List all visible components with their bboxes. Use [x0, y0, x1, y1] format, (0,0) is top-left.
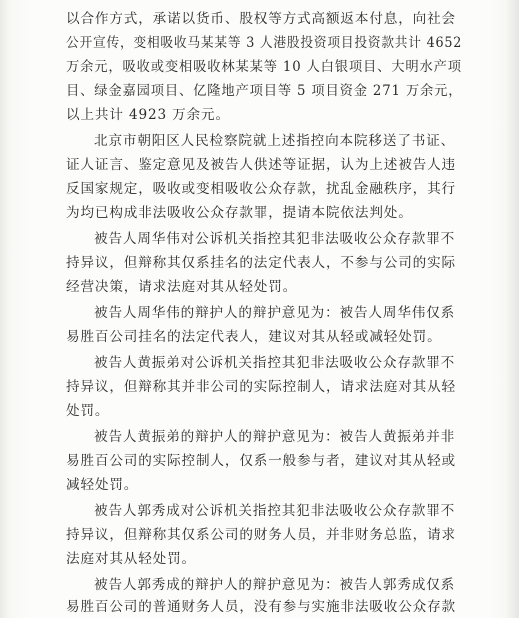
text-line: 证人证言、鉴定意见及被告人供述等证据，认为上述被告人违: [66, 157, 456, 173]
text-line: 万余元，吸收或变相吸收林某某等 10 人白银项目、大明水产项: [66, 59, 462, 75]
text-line: 被告人黄振弟的辩护人的辩护意见为：被告人黄振弟并非: [94, 429, 456, 445]
text-line: 以上共计 4923 万余元。: [66, 107, 230, 123]
text-line: 被告人郭秀成的辩护人的辩护意见为：被告人郭秀成仅系: [94, 577, 456, 593]
page-edge-shadow-left: [0, 0, 10, 618]
text-line: 为均已构成非法吸收公众存款罪，提请本院依法判处。: [66, 205, 413, 221]
text-line: 易胜百公司挂名的法定代表人，建议对其从轻或减轻处罚。: [66, 329, 442, 345]
text-line: 被告人郭秀成对公诉机关指控其犯非法吸收公众存款罪不: [94, 503, 456, 519]
text-line: 经营决策，请求法庭对其从轻处罚。: [66, 279, 298, 295]
text-line: 公开宣传，变相吸收马某某等 3 人港股投资项目投资款共计 4652: [66, 35, 463, 51]
text-line: 持异议，但辩称其仅系挂名的法定代表人，不参与公司的实际: [66, 255, 456, 271]
text-line: 持异议，但辩称其并非公司的实际控制人，请求法庭对其从轻: [66, 379, 456, 395]
text-line: 被告人周华伟的辩护人的辩护意见为：被告人周华伟仅系: [94, 305, 456, 321]
text-line: 减轻处罚。: [66, 477, 139, 493]
text-line: 持异议，但辩称其仅系公司的财务人员，并非财务总监，请求: [66, 527, 456, 543]
page-edge-shadow-right: [505, 0, 519, 618]
text-line: 易胜百公司的实际控制人，仅系一般参与者，建议对其从轻或: [66, 453, 456, 469]
text-line: 被告人周华伟对公诉机关指控其犯非法吸收公众存款罪不: [94, 231, 456, 247]
text-line: 北京市朝阳区人民检察院就上述指控向本院移送了书证、: [94, 133, 456, 149]
text-line: 处罚。: [66, 403, 110, 419]
text-line: 法庭对其从轻处罚。: [66, 551, 196, 567]
text-line: 易胜百公司的普通财务人员，没有参与实施非法吸收公众存款: [66, 599, 456, 615]
text-line: 以合作方式，承诺以货币、股权等方式高额返本付息，向社会: [66, 11, 456, 27]
text-line: 被告人黄振弟对公诉机关指控其犯非法吸收公众存款罪不: [94, 355, 456, 371]
text-line: 目、绿金嘉园项目、亿隆地产项目等 5 项目资金 271 万余元，: [66, 83, 463, 99]
text-line: 反国家规定，吸收或变相吸收公众存款，扰乱金融秩序，其行: [66, 181, 456, 197]
